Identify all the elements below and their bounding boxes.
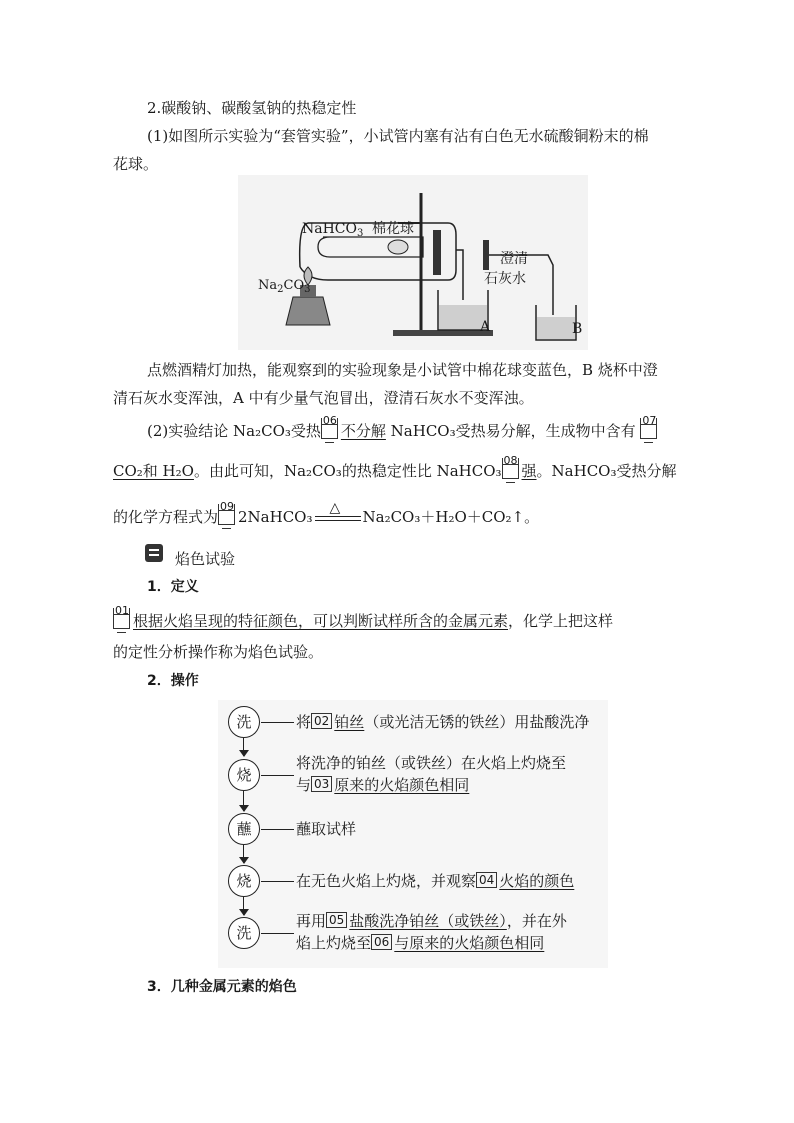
- figure-label-na2co3: $Na_2CO_3$: [258, 278, 311, 295]
- step-2-line-1: 将洗净的铂丝（或铁丝）在火焰上灼烧至: [296, 754, 567, 772]
- answer-text: 强: [521, 462, 537, 480]
- conclusion-line-2: CO₂和 H₂O。由此可知，Na₂CO₃的热稳定性比 NaHCO₃ 08 强。NaHCO₃受热分解: [113, 454, 677, 480]
- definition-line-1: 01 根据火焰呈现的特征颜色，可以判断试样所含的金属元素，化学上把这样: [115, 604, 614, 630]
- flame-heading: 焰色试验: [175, 550, 236, 568]
- figure-label-nahco3: NaHCO$_3$: [302, 221, 364, 239]
- conclusion-line-3: 的化学方程式为 09 2NaHCO₃ △ Na₂CO₃＋H₂O＋CO₂↑。: [113, 500, 540, 526]
- apparatus-figure: [238, 175, 588, 350]
- figure-label-b: B: [572, 321, 583, 337]
- figure-label-a: A: [480, 319, 491, 335]
- step-5-line-2: 焰上灼烧至 06 与原来的火焰颜色相同: [296, 934, 545, 952]
- definition-title: 1．定义: [147, 579, 199, 595]
- step-1-text: 将 02 铂丝（或光洁无锈的铁丝）用盐酸洗净: [296, 713, 590, 731]
- step-3-text: 蘸取试样: [296, 820, 357, 838]
- answer-box: 01: [113, 608, 130, 629]
- answer-box: 08: [502, 458, 519, 479]
- figure-label-clear2: 石灰水: [484, 271, 526, 287]
- answer-box: 06: [321, 418, 338, 439]
- step-2-line-2: 与 03 原来的火焰颜色相同: [296, 776, 470, 794]
- reaction-arrow: △: [315, 511, 361, 525]
- definition-line-2: 的定性分析操作称为焰色试验。: [113, 643, 324, 661]
- section-icon: [145, 544, 163, 562]
- operation-title: 2．操作: [147, 673, 199, 689]
- step-circle: 洗: [228, 706, 260, 738]
- figure-label-cotton: 棉花球: [372, 221, 414, 237]
- paragraph-line: (1)如图所示实验为“套管实验”，小试管内塞有沾有白色无水硫酸铜粉末的棉: [147, 127, 649, 145]
- step-5-line-1: 再用 05 盐酸洗净铂丝（或铁丝），并在外: [296, 912, 567, 930]
- step-circle: 蘸: [228, 813, 260, 845]
- operation-flowchart: [218, 700, 608, 968]
- observation-line: 点燃酒精灯加热，能观察到的实验现象是小试管中棉花球变蓝色，B 烧杯中澄: [147, 361, 658, 379]
- figure-label-clear1: 澄清: [500, 251, 528, 267]
- paragraph-line: 花球。: [113, 155, 159, 173]
- conclusion-line-1: (2)实验结论 Na₂CO₃受热 06 不分解 NaHCO₃受热易分解，生成物中含有 07: [147, 414, 657, 440]
- answer-box: 07: [640, 418, 657, 439]
- answer-text: CO₂和 H₂O: [113, 462, 194, 480]
- step-circle: 洗: [228, 917, 260, 949]
- section-title: 2.碳酸钠、碳酸氢钠的热稳定性: [147, 99, 357, 117]
- step-4-text: 在无色火焰上灼烧，并观察 04 火焰的颜色: [296, 872, 575, 890]
- answer-text: 根据火焰呈现的特征颜色，可以判断试样所含的金属元素: [133, 612, 509, 630]
- step-circle: 烧: [228, 759, 260, 791]
- step-circle: 烧: [228, 865, 260, 897]
- answer-box: 09: [218, 504, 235, 525]
- answer-text: 不分解: [340, 422, 386, 440]
- section-3-title: 3．几种金属元素的焰色: [147, 979, 297, 995]
- observation-line: 清石灰水变浑浊，A 中有少量气泡冒出，澄清石灰水不变浑浊。: [113, 389, 534, 407]
